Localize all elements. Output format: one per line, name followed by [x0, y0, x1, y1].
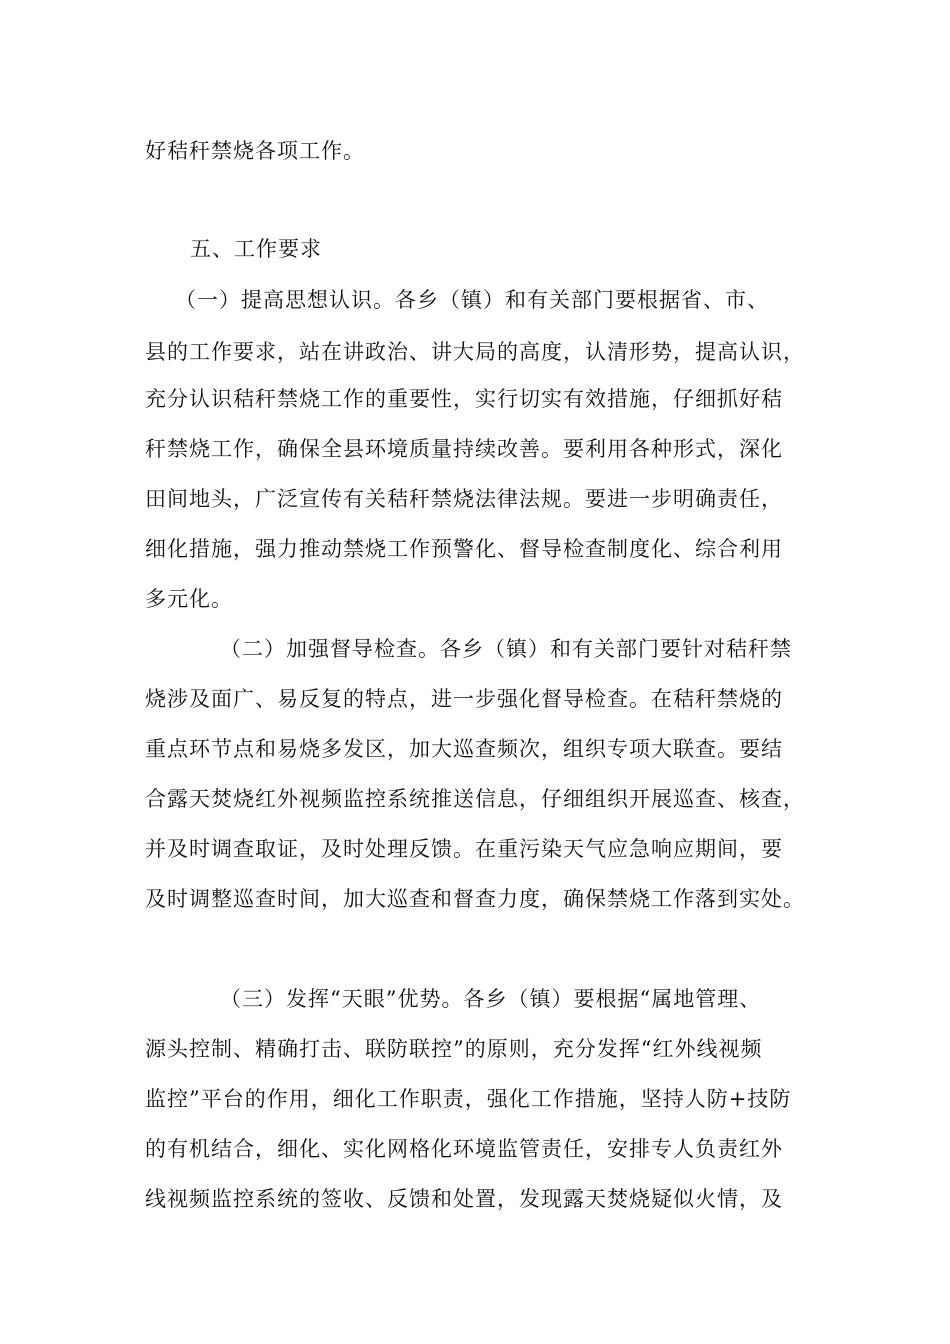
- text-line: （一）提高思想认识。各乡（镇）和有关部门要根据省、市、: [175, 288, 769, 312]
- text-line: 多元化。: [145, 587, 233, 611]
- text-line: 田间地头，广泛宣传有关秸秆禁烧法律法规。要进一步明确责任，: [145, 487, 783, 511]
- text-line: 线视频监控系统的签收、反馈和处置，发现露天焚烧疑似火情，及: [145, 1187, 783, 1211]
- text-line: 烧涉及面广、易反复的特点，进一步强化督导检查。在秸秆禁烧的: [145, 687, 783, 711]
- text-line: 秆禁烧工作，确保全县环境质量持续改善。要利用各种形式，深化: [145, 437, 783, 461]
- text-line: （二）加强督导检查。各乡（镇）和有关部门要针对秸秆禁: [220, 637, 792, 661]
- text-line: 源头控制、精确打击、联防联控”的原则，充分发挥“红外线视频: [145, 1037, 763, 1061]
- text-line: 县的工作要求，站在讲政治、讲大局的高度，认清形势，提高认识，: [145, 340, 805, 364]
- text-line: 及时调整巡查时间，加大巡查和督查力度，确保禁烧工作落到实处。: [145, 887, 805, 911]
- text-line: 好秸秆禁烧各项工作。: [145, 139, 365, 163]
- text-line: 监控”平台的作用，细化工作职责，强化工作措施，坚持人防+技防: [145, 1087, 792, 1111]
- text-line: 充分认识秸秆禁烧工作的重要性，实行切实有效措施，仔细抓好秸: [145, 387, 783, 411]
- text-line: （三）发挥“天眼”优势。各乡（镇）要根据“属地管理、: [220, 987, 762, 1011]
- text-line: 的有机结合，细化、实化网格化环境监管责任，安排专人负责红外: [145, 1137, 783, 1161]
- text-line: 合露天焚烧红外视频监控系统推送信息，仔细组织开展巡查、核查，: [145, 787, 805, 811]
- text-line: 并及时调查取证，及时处理反馈。在重污染天气应急响应期间，要: [145, 837, 783, 861]
- text-line: 重点环节点和易烧多发区，加大巡查频次，组织专项大联查。要结: [145, 737, 783, 761]
- text-line: 细化措施，强力推动禁烧工作预警化、督导检查制度化、综合利用: [145, 537, 783, 561]
- section-heading: 五、工作要求: [190, 237, 322, 261]
